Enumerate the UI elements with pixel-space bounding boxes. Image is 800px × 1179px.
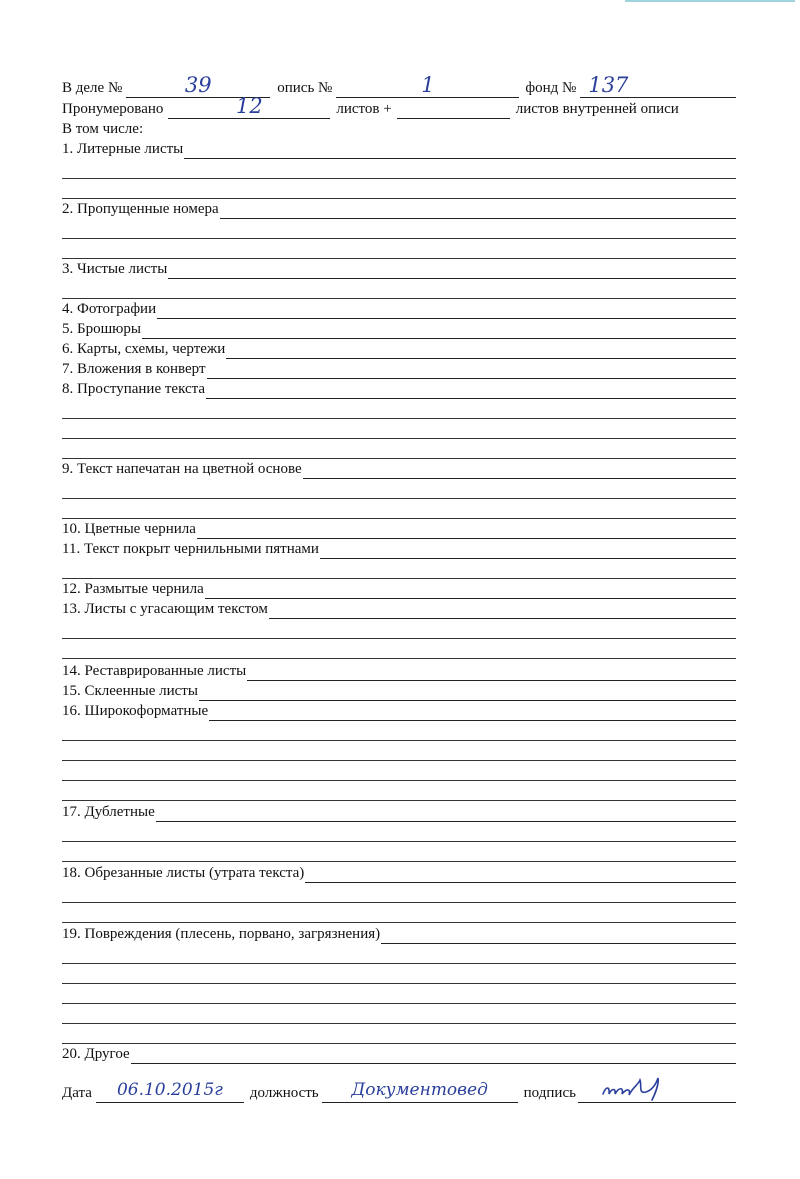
item-label-9: 9. Текст напечатан на цветной основе: [62, 461, 302, 477]
item-row-9: [62, 459, 736, 479]
item-field-10[interactable]: [197, 521, 736, 539]
blank-line: [62, 922, 736, 923]
item-row-16: [62, 701, 736, 721]
signature-label: подпись: [523, 1085, 576, 1101]
blank-line: [62, 638, 736, 639]
item-row-14: [62, 661, 736, 681]
fond-number-value: 137: [588, 73, 629, 97]
item-row-19: [62, 924, 736, 944]
item-row-6: [62, 339, 736, 359]
item-label-5: 5. Брошюры: [62, 321, 141, 337]
blank-line: [62, 841, 736, 842]
item-row-12: [62, 579, 736, 599]
item-field-6[interactable]: [226, 341, 736, 359]
item-label-7: 7. Вложения в конверт: [62, 361, 206, 377]
internal-inventory-sheets-field[interactable]: [397, 101, 510, 119]
item-row-1: [62, 139, 736, 159]
numbered-sheets-value: 12: [236, 94, 263, 118]
item-row-3: [62, 259, 736, 279]
date-label: Дата: [62, 1085, 92, 1101]
item-label-4: 4. Фотографии: [62, 301, 157, 317]
item-field-19[interactable]: [381, 926, 736, 944]
item-field-13[interactable]: [269, 601, 736, 619]
blank-line: [62, 1023, 736, 1024]
blank-line: [62, 760, 736, 761]
item-field-5[interactable]: [142, 321, 736, 339]
signature-field[interactable]: [578, 1085, 736, 1103]
item-field-2[interactable]: [220, 201, 736, 219]
item-label-16: 16. Широкоформатные: [62, 703, 209, 719]
case-label: В деле №: [62, 80, 123, 96]
item-label-17: 17. Дублетные: [62, 804, 155, 820]
blank-line: [62, 418, 736, 419]
fond-number-field[interactable]: [580, 73, 736, 98]
blank-line: [62, 178, 736, 179]
date-field[interactable]: [96, 1080, 244, 1103]
item-field-1[interactable]: [184, 141, 736, 159]
case-number-value: 39: [184, 73, 212, 97]
item-row-7: [62, 359, 736, 379]
numbered-sheets-field[interactable]: [168, 94, 330, 119]
numbered-row: [62, 94, 736, 119]
position-label: должность: [249, 1085, 319, 1101]
inventory-number-value: 1: [421, 73, 435, 97]
item-label-12: 12. Размытые чернила: [62, 581, 204, 597]
item-label-2: 2. Пропущенные номера: [62, 201, 219, 217]
blank-line: [62, 902, 736, 903]
item-field-16[interactable]: [209, 703, 736, 721]
item-field-3[interactable]: [168, 261, 736, 279]
item-row-20: [62, 1044, 736, 1064]
footer-row: [62, 1080, 736, 1103]
blank-line: [62, 983, 736, 984]
item-label-11: 11. Текст покрыт чернильными пятнами: [62, 541, 319, 557]
item-label-10: 10. Цветные чернила: [62, 521, 196, 537]
including-row: [62, 119, 736, 139]
item-label-8: 8. Проступание текста: [62, 381, 206, 397]
item-field-15[interactable]: [199, 683, 736, 701]
item-label-15: 15. Склеенные листы: [62, 683, 198, 699]
item-field-18[interactable]: [305, 865, 736, 883]
including-label: В том числе:: [62, 121, 144, 137]
item-row-5: [62, 319, 736, 339]
item-label-1: 1. Литерные листы: [62, 141, 184, 157]
handwritten-signature: [600, 1076, 690, 1102]
item-field-14[interactable]: [247, 663, 736, 681]
item-field-9[interactable]: [303, 461, 736, 479]
blank-line: [62, 740, 736, 741]
item-row-8: [62, 379, 736, 399]
item-field-17[interactable]: [156, 804, 736, 822]
sheets-plus-label: листов +: [336, 101, 392, 117]
blank-line: [62, 238, 736, 239]
position-value: Документовед: [351, 1080, 488, 1100]
item-field-20[interactable]: [131, 1046, 736, 1064]
inventory-number-field[interactable]: [336, 73, 519, 98]
header-row: [62, 73, 736, 98]
item-row-15: [62, 681, 736, 701]
date-value: 06.10.2015г: [116, 1080, 223, 1100]
item-row-13: [62, 599, 736, 619]
blank-line: [62, 1003, 736, 1004]
item-label-18: 18. Обрезанные листы (утрата текста): [62, 865, 305, 881]
item-label-20: 20. Другое: [62, 1046, 130, 1062]
fond-label: фонд №: [525, 80, 577, 96]
item-label-3: 3. Чистые листы: [62, 261, 168, 277]
blank-line: [62, 861, 736, 862]
blank-line: [62, 498, 736, 499]
item-row-11: [62, 539, 736, 559]
item-field-7[interactable]: [207, 361, 736, 379]
blank-line: [62, 780, 736, 781]
item-row-10: [62, 519, 736, 539]
blank-line: [62, 658, 736, 659]
item-field-4[interactable]: [157, 301, 736, 319]
numbered-label: Пронумеровано: [62, 101, 164, 117]
item-field-8[interactable]: [206, 381, 736, 399]
item-row-4: [62, 299, 736, 319]
internal-inventory-label: листов внутренней описи: [515, 101, 679, 117]
item-label-19: 19. Повреждения (плесень, порвано, загрязнения): [62, 926, 381, 942]
blank-line: [62, 963, 736, 964]
item-field-11[interactable]: [320, 541, 736, 559]
blank-line: [62, 438, 736, 439]
item-row-18: [62, 863, 736, 883]
item-label-14: 14. Реставрированные листы: [62, 663, 247, 679]
blank-line: [62, 800, 736, 801]
item-field-12[interactable]: [205, 581, 736, 599]
item-label-6: 6. Карты, схемы, чертежи: [62, 341, 226, 357]
item-label-13: 13. Листы с угасающим текстом: [62, 601, 268, 617]
position-field[interactable]: [322, 1080, 518, 1103]
item-row-17: [62, 802, 736, 822]
item-row-2: [62, 199, 736, 219]
inventory-label: опись №: [277, 80, 333, 96]
scan-edge-mark: [625, 0, 795, 2]
